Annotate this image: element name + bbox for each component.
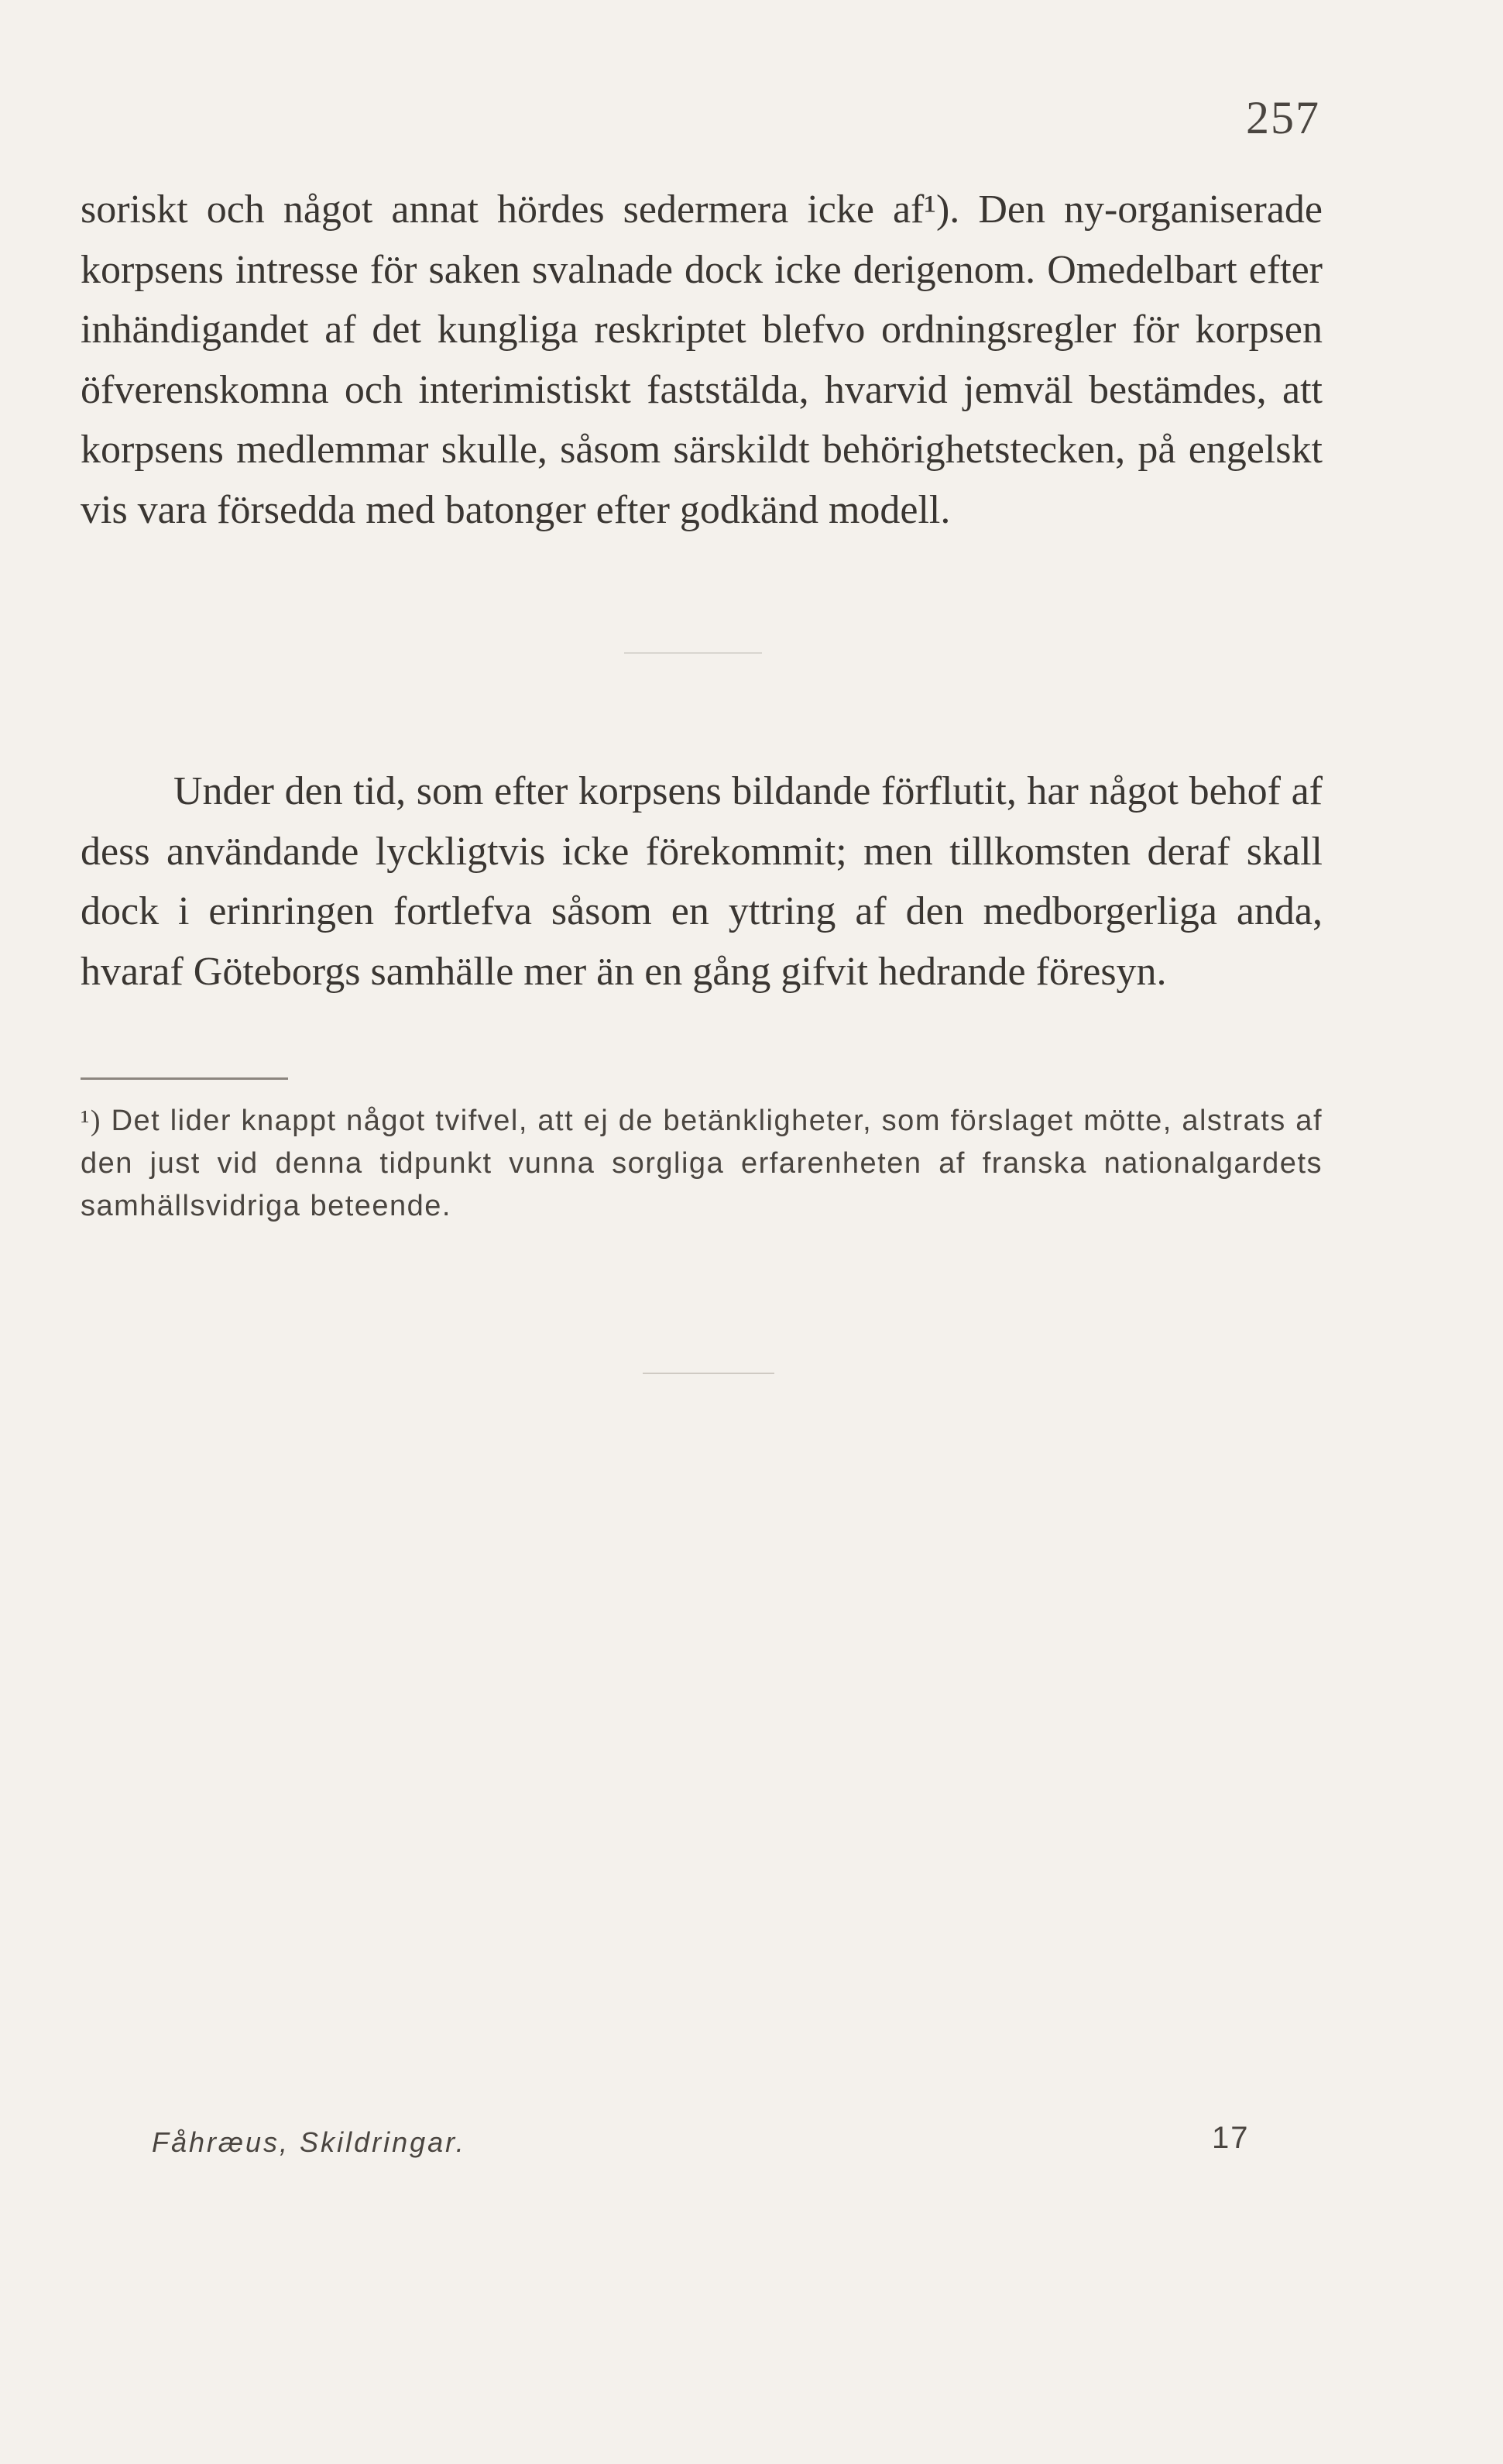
faint-rule — [643, 1373, 774, 1374]
page-number: 257 — [1246, 92, 1320, 143]
footnote-rule — [81, 1077, 288, 1080]
sheet-number: 17 — [1212, 2121, 1250, 2155]
footnote-marker: ¹) — [81, 1105, 102, 1137]
footnote-text: Det lider knappt något tvifvel, att ej de betänkligheter, som förslaget mötte, alstrats af den just vid denna tidpunkt vunna sorgliga erfarenheten af franska nationalgardets samhällsvidriga beteende. — [81, 1105, 1323, 1222]
signature-mark: Fåhræus, Skildringar. — [152, 2126, 466, 2158]
body-paragraph-2: Under den tid, som efter korpsens bildande förflutit, har något behof af dess användande lyckligtvis icke förekommit; men tillkomsten deraf skall dock i erinringen fortlefva såsom en yttring af den medborgerliga anda, hvaraf Göteborgs samhälle mer än en gång gifvit hedrande föresyn. — [81, 769, 1323, 994]
body-paragraph-1: soriskt och något annat hördes sedermera icke af¹). Den ny-organiserade korpsens intresse för saken svalnade dock icke derigenom. Omedelbart efter inhändigandet af det kungliga reskriptet blefvo ordningsregler för korpsen öfverenskomna och interimistiskt faststälda, hvarvid jemväl bestämdes, att korpsens medlemmar skulle, såsom särskildt behörighetstecken, på engelskt vis vara försedda med batonger efter godkänd modell. — [81, 187, 1323, 532]
section-divider — [624, 652, 762, 654]
footnote — [81, 1100, 1323, 1228]
